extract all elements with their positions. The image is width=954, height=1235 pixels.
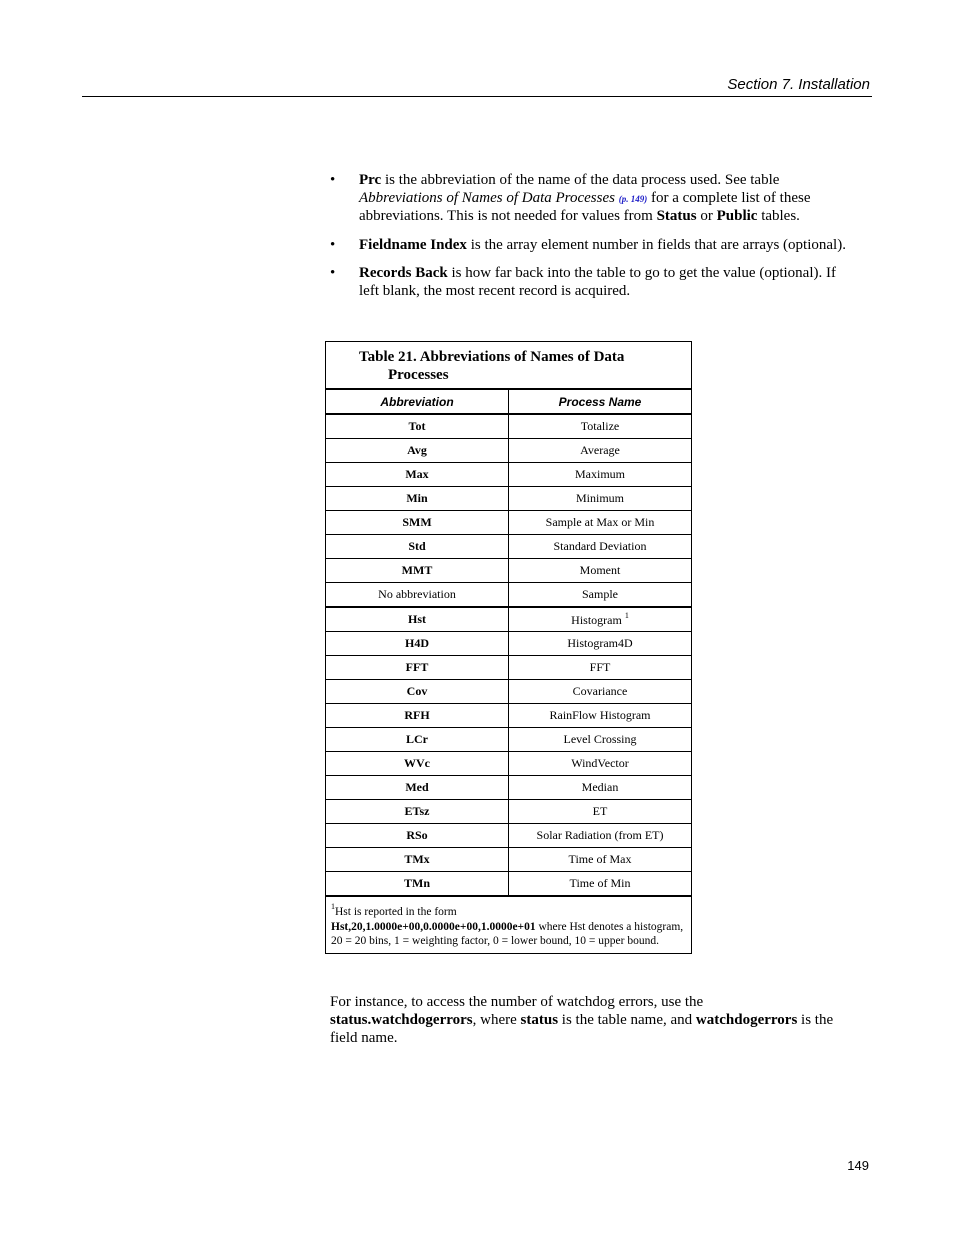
table-row: RSo Solar Radiation (from ET) — [326, 824, 691, 848]
table-row: Std Standard Deviation — [326, 535, 691, 559]
page-number: 149 — [847, 1158, 869, 1173]
table-row: H4D Histogram4D — [326, 632, 691, 656]
table-row: FFT FFT — [326, 656, 691, 680]
table-row: No abbreviation Sample — [326, 583, 691, 608]
table-row: WVc WindVector — [326, 752, 691, 776]
table-row: Min Minimum — [326, 487, 691, 511]
table-header-row — [326, 390, 691, 415]
table-row: Med Median — [326, 776, 691, 800]
table-row: RFH RainFlow Histogram — [326, 704, 691, 728]
column-header: Abbreviation — [326, 390, 509, 415]
data-table — [326, 389, 691, 896]
bullet-icon: • — [330, 172, 336, 188]
term: Fieldname Index — [359, 236, 467, 253]
bullet-icon: • — [330, 265, 336, 282]
table-row: Tot Totalize — [326, 414, 691, 439]
list-item: • Records Back is how far back into the table to go to get the value (optional). If left blank, the most recent record is acquired. — [330, 265, 836, 299]
table-row: TMn Time of Min — [326, 872, 691, 896]
table-row: LCr Level Crossing — [326, 728, 691, 752]
abbreviations-table — [325, 341, 692, 954]
table-row: Avg Average — [326, 439, 691, 463]
table-caption: Table 21. Abbreviations of Names of Data Processes — [326, 342, 691, 389]
column-header: Process Name — [509, 390, 692, 415]
table-row: SMM Sample at Max or Min — [326, 511, 691, 535]
table-row: Cov Covariance — [326, 680, 691, 704]
table-row: ETsz ET — [326, 800, 691, 824]
bullet-icon: • — [330, 236, 336, 253]
reference-title: Abbreviations of Names of Data Processes — [359, 189, 615, 206]
list-item: • Prc is the abbreviation of the name of the data process used. See table Abbreviations of Names of Data Processes (p. 149) for a complete list of these abbreviations. This is not needed for values from Status or Public tables. — [330, 172, 811, 225]
section-title: Section 7. Installation — [727, 76, 870, 93]
table-row: Max Maximum — [326, 463, 691, 487]
footnote-marker: 1 — [624, 611, 629, 620]
page-header — [82, 76, 872, 97]
table-footnote: $^1$Hst is reported in the form Hst,20,1.0000e+00,0.0000e+00,1.0000e+01 where Hst denotes a histogram, 20 = 20 bins, 1 = weighting factor, 0 = lower bound, 10 = upper bound. — [326, 896, 691, 953]
page-reference-link[interactable]: (p. 149) — [618, 193, 648, 204]
term: Records Back — [359, 265, 448, 282]
closing-paragraph: For instance, to access the number of watchdog errors, use the status.watchdogerrors, where status is the table name, and watchdogerrors is the field name. — [330, 994, 834, 1046]
term: Prc — [359, 172, 382, 188]
list-item: • Fieldname Index is the array element number in fields that are arrays (optional). — [330, 236, 846, 253]
table-row: TMx Time of Max — [326, 848, 691, 872]
table-row: MMT Moment — [326, 559, 691, 583]
bullet-list — [330, 172, 850, 312]
table-row: Hst Histogram $^1$ — [326, 607, 691, 632]
